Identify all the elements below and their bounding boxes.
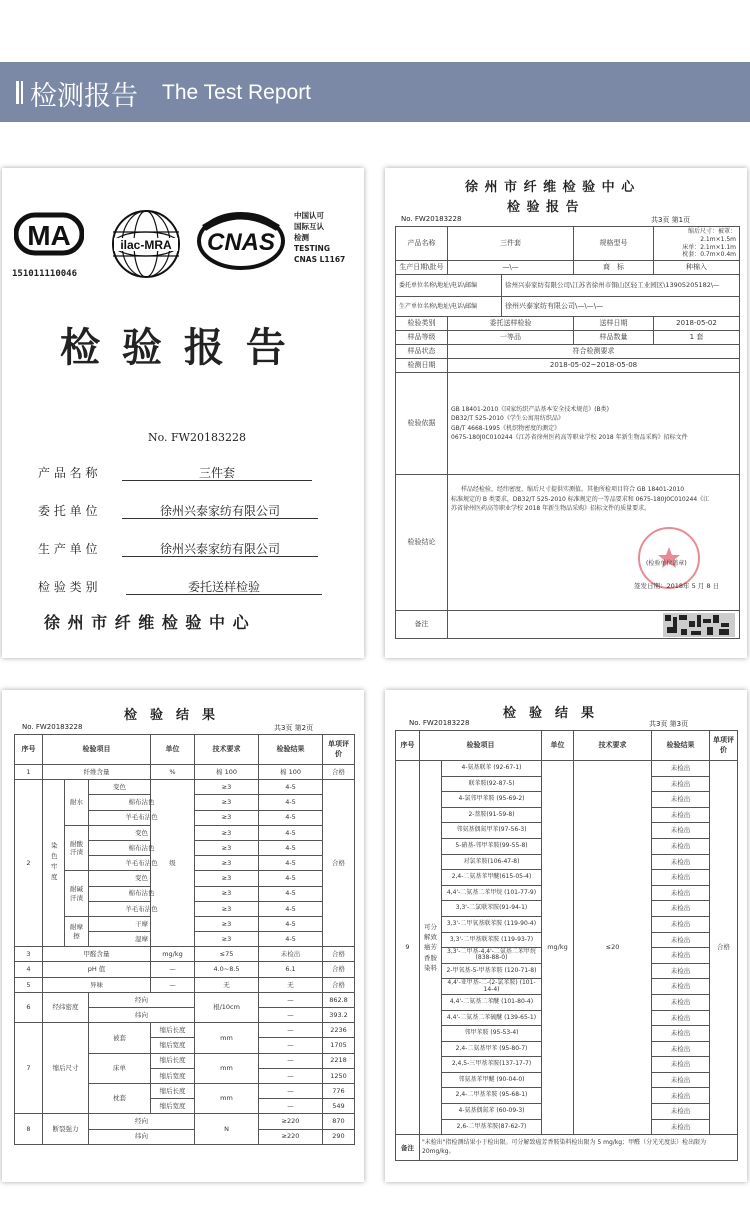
underline [122,518,318,519]
banner-title-cn: 检测报告 [30,81,138,112]
basis-line: 0675-180J0C010244《江苏省徐州医药高等职业学校 2018 年新生物品采购》招标文件 [451,434,688,442]
note-cell [448,611,740,639]
spec-line: 缩后尺寸：被罩：2.1m×1.5m [687,228,736,243]
underline [126,594,322,595]
results-no: No. FW20183228 [409,719,470,727]
section-banner [0,62,750,122]
cnas-info-line: 中国认可 [294,211,324,220]
cell-value: 三件套 [448,227,574,261]
cnas-info-line: 国际互认 [294,222,324,231]
table-cell: 纬向 [89,1129,195,1144]
table-cell: 变色 [89,825,195,840]
table-cell: 干摩 [89,916,195,931]
table-cell: 2236 [323,1023,355,1038]
basis-line: DB32/T 525-2010《学生公寓用纺织品》 [451,415,564,423]
table-cell: 2-甲氧基-5-甲基苯胺 (120-71-8) [442,963,542,979]
header-cell: 检验结果 [259,735,323,765]
cell-value: 1 套 [654,331,740,345]
table-cell: 异味 [43,977,151,992]
table-cell: 联苯胺(92-87-5) [442,776,542,792]
table-cell: 870 [323,1114,355,1129]
cover-footer: 徐 州 市 纤 维 检 验 中 心 [44,613,250,632]
cell-value: —\— [448,261,574,275]
table-cell: mm [195,1083,259,1113]
table-cell: ≥3 [195,916,259,931]
table-cell: 3,3'-二甲氧基联苯胺 (119-90-4) [442,916,542,932]
ilac-mra-logo-icon [110,208,182,280]
table-cell: 甲醛含量 [43,947,151,962]
table-row [15,1114,355,1129]
table-cell: 耐摩擦 [65,916,89,946]
table-cell: 未检出 [652,885,710,901]
table-cell: ≥3 [195,886,259,901]
table-cell: ≥220 [259,1114,323,1129]
table-cell: 断裂强力 [43,1114,89,1144]
cell-label: 检验依据 [396,373,448,475]
conclusion-line: 苏省徐州医药高等职业学校 2018 年新生物品采购》招标文件的质量要求。 [451,505,651,513]
table-cell: ≥3 [195,795,259,810]
table-cell: 6 [15,992,43,1022]
table-row [15,765,355,780]
table-cell: 4-5 [259,825,323,840]
table-cell: 未检出 [652,932,710,948]
table-cell: mg/kg [542,761,574,1135]
table-cell: 备注 [396,1135,420,1161]
cell-value: 种棉入 [654,261,740,275]
table-cell: 2,4-二氨基甲苯 (95-80-7) [442,1041,542,1057]
cell-label: 备注 [396,611,448,639]
table-cell: ≥3 [195,901,259,916]
table-cell: 未检出 [652,901,710,917]
table-cell: — [259,1023,323,1038]
table-cell: 棉布沾色 [89,840,195,855]
results-page: 共3页 第3页 [649,720,689,728]
table-cell: 未检出 [652,776,710,792]
header-cell: 序号 [396,731,420,761]
table-cell: ≥3 [195,932,259,947]
header-cell: 序号 [15,735,43,765]
table-cell: 4-氨基偶氮苯 (60-09-3) [442,1104,542,1120]
table-cell: % [151,765,195,780]
table-cell: 4-5 [259,901,323,916]
conclusion-line: 样品经检验，经纬密度、缩后尺寸提供实测值。其他所检项目符合 GB 18401-2010 [461,486,685,494]
table-cell: 缩后宽度 [151,1099,195,1114]
cell-label: 送样日期 [574,317,654,331]
table-cell: 4-5 [259,840,323,855]
header-cell: 单项评价 [710,731,738,761]
table-cell: ≥3 [195,856,259,871]
header-cell: 单位 [542,731,574,761]
table-cell: 变色 [89,871,195,886]
table-row [396,1135,738,1161]
table-cell: 862.8 [323,992,355,1007]
cover-field-value: 委托送样检验 [187,580,260,594]
cell-label: 规格型号 [574,227,654,261]
table-cell: 未检出 [652,792,710,808]
table-cell: 776 [323,1083,355,1098]
table-cell: "未检出"指检测结果小于检出限。可分解致癌芳香胺染料检出限为 5 mg/kg；甲醛（分光光度法）检出限为 20mg/kg。 [420,1135,738,1161]
table-row [396,731,738,761]
table-cell: 对氯苯胺(106-47-8) [442,854,542,870]
table-cell: 4-5 [259,780,323,795]
table-cell: 羊毛布沾色 [89,856,195,871]
cover-title: 检 验 报 告 [60,324,290,371]
table-cell: ≥3 [195,871,259,886]
table-cell: 未检出 [652,963,710,979]
table-cell: — [259,992,323,1007]
table-cell: — [259,1038,323,1053]
cell-value: 一等品 [448,331,574,345]
table-cell: 无 [195,977,259,992]
table-cell: ≤75 [195,947,259,962]
report-title: 检 验 报 告 [507,200,580,215]
table-cell: 未检出 [652,1119,710,1135]
table-cell: 4-5 [259,856,323,871]
basis-text [448,373,740,475]
table-cell: 8 [15,1114,43,1144]
table-cell: ≤20 [574,761,652,1135]
table-cell: — [259,1008,323,1023]
table-cell: 1250 [323,1068,355,1083]
table-cell: 未检出 [259,947,323,962]
table-cell: 缩后长度 [151,1083,195,1098]
table-cell: 2,4,5-三甲基苯胺(137-17-7) [442,1057,542,1073]
table-cell: 未检出 [652,1026,710,1042]
table-cell: — [151,977,195,992]
table-cell: 棉布沾色 [89,795,195,810]
table-cell: — [259,1053,323,1068]
banner-bar-icon [21,81,23,104]
cell-label: 产品名称 [396,227,448,261]
table-cell: 邻甲苯胺 (95-53-4) [442,1026,542,1042]
cover-field-value: 徐州兴泰家纺有限公司 [159,504,280,518]
cell-label: 检验类别 [396,317,448,331]
qr-code-icon [663,613,735,637]
table-cell: 4-氨基联苯 (92-67-1) [442,761,542,777]
cover-report-no: No. FW20183228 [148,431,246,444]
basis-line: GB/T 4668-1995《机织物密度的测定》 [451,424,561,432]
table-cell: 羊毛布沾色 [89,901,195,916]
table-cell: 未检出 [652,979,710,995]
table-row [15,977,355,992]
table-cell: 合格 [323,947,355,962]
table-cell: mm [195,1023,259,1053]
table-cell: 缩后宽度 [151,1068,195,1083]
table-cell: 未检出 [652,807,710,823]
ma-number: 151011110046 [12,269,78,279]
table-cell: 级 [151,780,195,947]
table-row [15,871,355,886]
cover-field-label: 生 产 单 位 [38,542,98,556]
cell-value [654,227,740,261]
table-cell: 393.2 [323,1008,355,1023]
table-cell: 2-萘胺(91-59-8) [442,807,542,823]
table-cell: 纤维含量 [43,765,151,780]
table-cell: 2,6-二甲基苯胺(87-62-7) [442,1119,542,1135]
underline [122,480,312,481]
header-cell: 单位 [151,735,195,765]
table-cell: 4-5 [259,795,323,810]
cell-value: 徐州兴泰家纺有限公司\—\—\— [502,297,740,317]
table-cell: 耐碱汗渍 [65,871,89,917]
header-cell: 检验项目 [43,735,151,765]
results-page: 共3页 第2页 [274,724,314,732]
table-row [15,992,355,1007]
table-cell: 经纬密度 [43,992,89,1022]
table-cell: 1705 [323,1038,355,1053]
report-org: 徐 州 市 纤 维 检 验 中 心 [465,180,636,195]
table-cell: 7 [15,1023,43,1114]
table-cell: 缩后宽度 [151,1038,195,1053]
table-cell: 4-5 [259,932,323,947]
cell-label: 生产日期\批号 [396,261,448,275]
table-cell: 染色牢度 [43,780,65,947]
cell-label: 检验结论 [396,475,448,611]
table-row [15,962,355,977]
table-cell: 未检出 [652,761,710,777]
table-cell: 合格 [323,962,355,977]
table-cell: 纬向 [89,1008,195,1023]
table-cell: mm [195,1053,259,1083]
ma-logo-icon [14,212,84,258]
table-cell: 3 [15,947,43,962]
cover-field-label: 委 托 单 位 [38,504,98,518]
table-cell: 合格 [710,761,738,1135]
table-cell: 未检出 [652,1088,710,1104]
cell-value: 徐州兴泰家纺有限公司\江苏省徐州市铜山区轻工业园区\13905205182\— [502,275,740,297]
table-cell: mg/kg [151,947,195,962]
table-cell: 未检出 [652,823,710,839]
table-cell: 4-5 [259,886,323,901]
table-cell: 未检出 [652,916,710,932]
report-cover-image[interactable] [2,168,364,658]
cell-label: 样品状态 [396,345,448,359]
spec-line: 床单：2.1m×1.1m [682,243,736,251]
spec-line: 枕套：0.7m×0.4m [682,251,736,259]
table-cell: 5-硝基-邻甲苯胺(99-55-8) [442,838,542,854]
ilac-logo-text: ilac-MRA [120,238,172,252]
cover-field-label: 产 品 名 称 [38,466,98,480]
table-row [15,916,355,931]
table-cell: ≥3 [195,840,259,855]
table-cell: 耐酸汗渍 [65,825,89,871]
table-cell: 床单 [89,1053,151,1083]
cell-label: 商 标 [574,261,654,275]
table-cell: 2,4-二氨基苯甲醚(615-05-4) [442,870,542,886]
report-page: 共3页 第1页 [651,216,691,224]
report-page-1-image[interactable] [385,168,747,658]
results-table [395,730,738,1161]
table-cell: 290 [323,1129,355,1144]
cnas-info-line: TESTING [294,244,330,253]
table-cell: 6.1 [259,962,323,977]
table-cell: 未检出 [652,870,710,886]
cnas-logo-text: CNAS [206,229,276,256]
table-cell: 合格 [323,977,355,992]
table-cell: 湿摩 [89,932,195,947]
table-cell: 被套 [89,1023,151,1053]
table-cell: 棉 100 [195,765,259,780]
table-cell: 变色 [89,780,151,795]
table-cell: 合格 [323,765,355,780]
cell-label: 生产单位名称\地址\电话\邮编 [396,297,502,317]
header-cell: 技术要求 [574,731,652,761]
cell-value: 2018-05-02~2018-05-08 [448,359,740,373]
cell-value: 符合检测要求 [448,345,740,359]
table-cell: 经向 [89,1114,195,1129]
table-cell: 4-5 [259,810,323,825]
table-cell: 未检出 [652,854,710,870]
table-cell: N [195,1114,259,1144]
table-cell: 邻氨基偶氮甲苯(97-56-3) [442,823,542,839]
table-cell: 棉 100 [259,765,323,780]
cover-field-value: 徐州兴泰家纺有限公司 [159,542,280,556]
table-cell: 4.0~8.5 [195,962,259,977]
report-no: No. FW20183228 [401,215,462,223]
table-row [396,761,738,777]
table-cell: — [259,1068,323,1083]
table-cell: 未检出 [652,838,710,854]
basis-line: GB 18401-2010《国家纺织产品基本安全技术规范》(B类) [451,405,609,413]
table-cell: 未检出 [652,1041,710,1057]
table-cell: 未检出 [652,1057,710,1073]
header-cell: 检验结果 [652,731,710,761]
cnas-info-line: CNAS L1167 [294,255,346,264]
table-cell: 4,4'-二氨基二苯硫醚 (139-65-1) [442,1010,542,1026]
header-cell: 检验项目 [420,731,542,761]
cover-field-label: 检 验 类 别 [38,580,98,594]
table-cell: 5 [15,977,43,992]
table-cell: 1 [15,765,43,780]
banner-bar-icon [16,81,19,104]
table-cell: 3,3'-二甲基-4,4'-二氨基二苯甲烷(838-88-0) [442,948,542,964]
table-cell: 9 [396,761,420,1135]
report-page-2-image[interactable] [2,690,364,1182]
table-cell: 缩后尺寸 [43,1023,89,1114]
results-title: 检 验 结 果 [124,708,216,723]
table-cell: 缩后长度 [151,1023,195,1038]
table-cell: 4-5 [259,871,323,886]
table-cell: 3,3'-二氯联苯胺(91-94-1) [442,901,542,917]
table-cell: ≥3 [195,825,259,840]
table-cell: 根/10cm [195,992,259,1022]
results-no: No. FW20183228 [22,723,83,731]
conclusion-line: 标准规定的 B 类要求，DB32/T 525-2010 标准规定的一等品要求和 0675-180J0C010244《江 [451,495,710,503]
table-cell: pH 值 [43,962,151,977]
cnas-info [294,210,345,265]
table-cell: 4,4'-二氨基二苯甲烷 (101-77-9) [442,885,542,901]
table-cell: 4,4'-亚甲基-二-(2-氯苯胺) (101-14-4) [442,979,542,995]
table-cell: 未检出 [652,1010,710,1026]
cell-label: 委托单位名称\地址\电话\邮编 [396,275,502,297]
table-cell: 缩后长度 [151,1053,195,1068]
table-cell: 未检出 [652,1072,710,1088]
report-page-3-image[interactable] [385,690,747,1182]
table-cell: 3,3'-二甲基联苯胺 (119-93-7) [442,932,542,948]
table-cell: 2218 [323,1053,355,1068]
table-row [15,780,355,795]
table-cell: 经向 [89,992,195,1007]
table-cell: 合格 [323,780,355,947]
table-cell: ≥220 [259,1129,323,1144]
results-table [14,734,355,1145]
sign-date: 签发日期：2018年 5 月 8 日 [634,582,720,591]
cell-label: 检测日期 [396,359,448,373]
report-summary-table [395,226,740,639]
table-cell: 4,4'-二氨基二苯醚 (101-80-4) [442,994,542,1010]
table-cell: — [259,1083,323,1098]
table-cell: 羊毛布沾色 [89,810,195,825]
table-cell: ≥3 [195,780,259,795]
table-cell: 邻氨基苯甲醚 (90-04-0) [442,1072,542,1088]
table-cell: 4-氯邻甲苯胺 (95-69-2) [442,792,542,808]
banner-title-en: The Test Report [162,81,312,104]
cell-label: 样品等级 [396,331,448,345]
cell-value: 委托送样检验 [448,317,574,331]
header-cell: 单项评价 [323,735,355,765]
table-cell: 枕套 [89,1083,151,1113]
table-cell: 耐水 [65,780,89,826]
table-cell: 未检出 [652,948,710,964]
table-row [15,825,355,840]
table-row [15,947,355,962]
header-cell: 技术要求 [195,735,259,765]
underline [122,556,318,557]
table-cell: 无 [259,977,323,992]
table-row [15,1023,355,1038]
table-cell: 549 [323,1099,355,1114]
table-cell: 棉布沾色 [89,886,195,901]
cell-value: 2018-05-02 [654,317,740,331]
cell-label: 样品数量 [574,331,654,345]
table-cell: 未检出 [652,994,710,1010]
cnas-logo-icon [194,208,288,274]
table-cell: 4-5 [259,916,323,931]
table-cell: 4 [15,962,43,977]
table-row [15,735,355,765]
results-title: 检 验 结 果 [503,706,595,721]
table-cell: — [259,1099,323,1114]
table-cell: — [151,962,195,977]
table-cell: 2,4-二甲基苯胺 (95-68-1) [442,1088,542,1104]
conclusion-text [448,475,740,611]
table-cell: ≥3 [195,810,259,825]
cover-field-value: 三件套 [198,466,235,480]
seal-caption: (检验单位盖章) [646,560,687,568]
table-cell: 2 [15,780,43,947]
cnas-info-line: 检测 [294,233,309,242]
table-cell: 未检出 [652,1104,710,1120]
ma-logo-text: MA [27,220,71,251]
table-cell: 可分解致癌芳香胺染料 [420,761,442,1135]
